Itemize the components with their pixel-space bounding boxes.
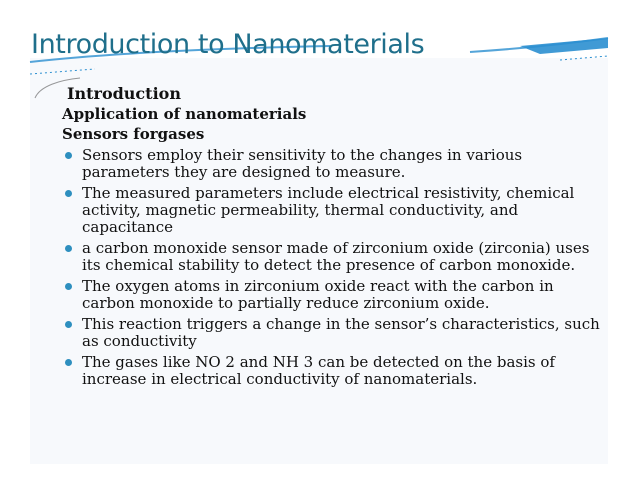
bullet-dot-icon	[65, 152, 72, 159]
section-heading: Introduction	[67, 84, 181, 103]
bullet-item	[62, 240, 602, 274]
bullet-text: The oxygen atoms in zirconium oxide react with the carbon in carbon monoxide to partially reduce zirconium oxide.	[82, 277, 554, 312]
bullet-list	[62, 147, 602, 388]
subheading-applications: Application of nanomaterials	[62, 105, 307, 123]
bullet-text: This reaction triggers a change in the sensor’s characteristics, such as conductivity	[82, 315, 600, 350]
swoosh-band	[520, 38, 608, 54]
bullet-text: Sensors employ their sensitivity to the changes in various parameters they are designed to measure.	[82, 146, 523, 181]
bullet-item	[62, 316, 602, 350]
slide-body	[62, 83, 602, 392]
bullet-text: The measured parameters include electrical resistivity, chemical activity, magnetic permeability, thermal conductivity, and capacitance	[82, 184, 575, 236]
bullet-dot-icon	[65, 190, 72, 197]
bullet-dot-icon	[65, 321, 72, 328]
swoosh-dash-2	[560, 56, 608, 60]
bullet-item	[62, 147, 602, 181]
bullet-item	[62, 185, 602, 236]
subheading-sensors: Sensors forgases	[62, 125, 205, 143]
bullet-text: a carbon monoxide sensor made of zirconium oxide (zirconia) uses its chemical stability to detect the presence of carbon monoxide.	[82, 239, 590, 274]
bullet-text: The gases like NO 2 and NH 3 can be detected on the basis of increase in electrical conductivity of nanomaterials.	[82, 353, 555, 388]
bullet-dot-icon	[65, 245, 72, 252]
bullet-dot-icon	[65, 359, 72, 366]
slide-title: Introduction to Nanomaterials	[31, 29, 425, 60]
swoosh-dash-1	[30, 69, 95, 74]
bullet-item	[62, 354, 602, 388]
bullet-item	[62, 278, 602, 312]
bullet-dot-icon	[65, 283, 72, 290]
